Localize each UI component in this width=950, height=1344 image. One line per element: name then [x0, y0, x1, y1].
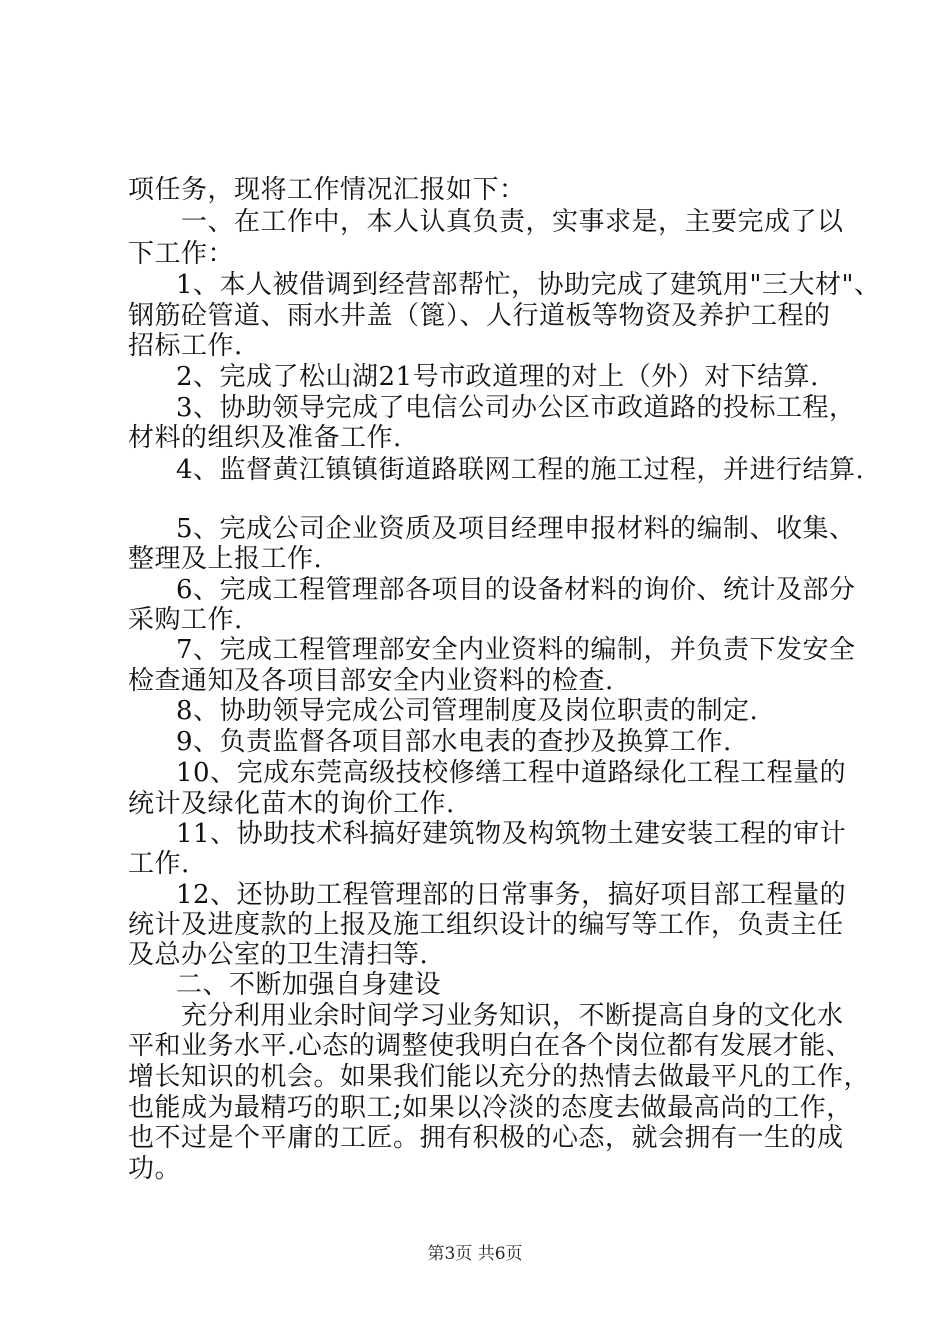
- text-line: 功。: [128, 1154, 182, 1184]
- text-line: 钢筋砼管道、雨水井盖（篦）、人行道板等物资及养护工程的: [128, 301, 831, 331]
- text-line: 8、协助领导完成公司管理制度及岗位职责的制定.: [176, 696, 759, 726]
- text-line: 充分利用业余时间学习业务知识，不断提高自身的文化水: [181, 1001, 844, 1031]
- text-line: 5、完成公司企业资质及项目经理申报材料的编制、收集、: [176, 514, 856, 544]
- text-line: 10、完成东莞高级技校修缮工程中道路绿化工程工程量的: [176, 758, 847, 788]
- text-line: 采购工作.: [128, 605, 243, 635]
- text-line: 也能成为最精巧的职工;如果以冷淡的态度去做最高尚的工作，: [128, 1093, 853, 1123]
- text-line: 整理及上报工作.: [128, 544, 323, 574]
- text-line: 2、完成了松山湖21号市政道理的对上（外）对下结算.: [176, 362, 819, 392]
- text-line: 12、还协助工程管理部的日常事务，搞好项目部工程量的: [176, 880, 847, 910]
- text-line: 7、完成工程管理部安全内业资料的编制，并负责下发安全: [176, 635, 856, 665]
- text-line: 也不过是个平庸的工匠。拥有积极的心态，就会拥有一生的成: [128, 1123, 844, 1153]
- text-line: 及总办公室的卫生清扫等.: [128, 940, 429, 970]
- text-line: 下工作：: [128, 239, 235, 269]
- text-line: 9、负责监督各项目部水电表的查抄及换算工作.: [176, 727, 732, 757]
- text-line: 1、本人被借调到经营部帮忙，协助完成了建筑用"三大材"、: [176, 270, 881, 300]
- text-line: 检查通知及各项目部安全内业资料的检查.: [128, 666, 614, 696]
- text-line: 材料的组织及准备工作.: [128, 423, 402, 453]
- text-line: 增长知识的机会。如果我们能以充分的热情去做最平凡的工作，: [128, 1062, 871, 1092]
- text-line: 一、在工作中，本人认真负责，实事求是，主要完成了以: [181, 207, 844, 237]
- text-line: 统计及进度款的上报及施工组织设计的编写等工作，负责主任: [128, 910, 844, 940]
- text-line: 统计及绿化苗木的询价工作.: [128, 789, 455, 819]
- text-line: 4、监督黄江镇镇街道路联网工程的施工过程，并进行结算.: [176, 455, 865, 485]
- text-line: 11、协助技术科搞好建筑物及构筑物土建安装工程的审计: [176, 819, 847, 849]
- text-line: 3、协助领导完成了电信公司办公区市政道路的投标工程，: [176, 393, 856, 423]
- text-line: 工作.: [128, 849, 190, 879]
- text-line: 平和业务水平.心态的调整使我明白在各个岗位都有发展才能、: [128, 1031, 853, 1061]
- section-heading: 二、不断加强自身建设: [176, 970, 442, 1000]
- page-number-footer: 第3页 共6页: [427, 1244, 523, 1264]
- text-line: 项任务，现将工作情况汇报如下：: [128, 175, 526, 205]
- text-line: 6、完成工程管理部各项目的设备材料的询价、统计及部分: [176, 575, 856, 605]
- text-line: 招标工作.: [128, 331, 243, 361]
